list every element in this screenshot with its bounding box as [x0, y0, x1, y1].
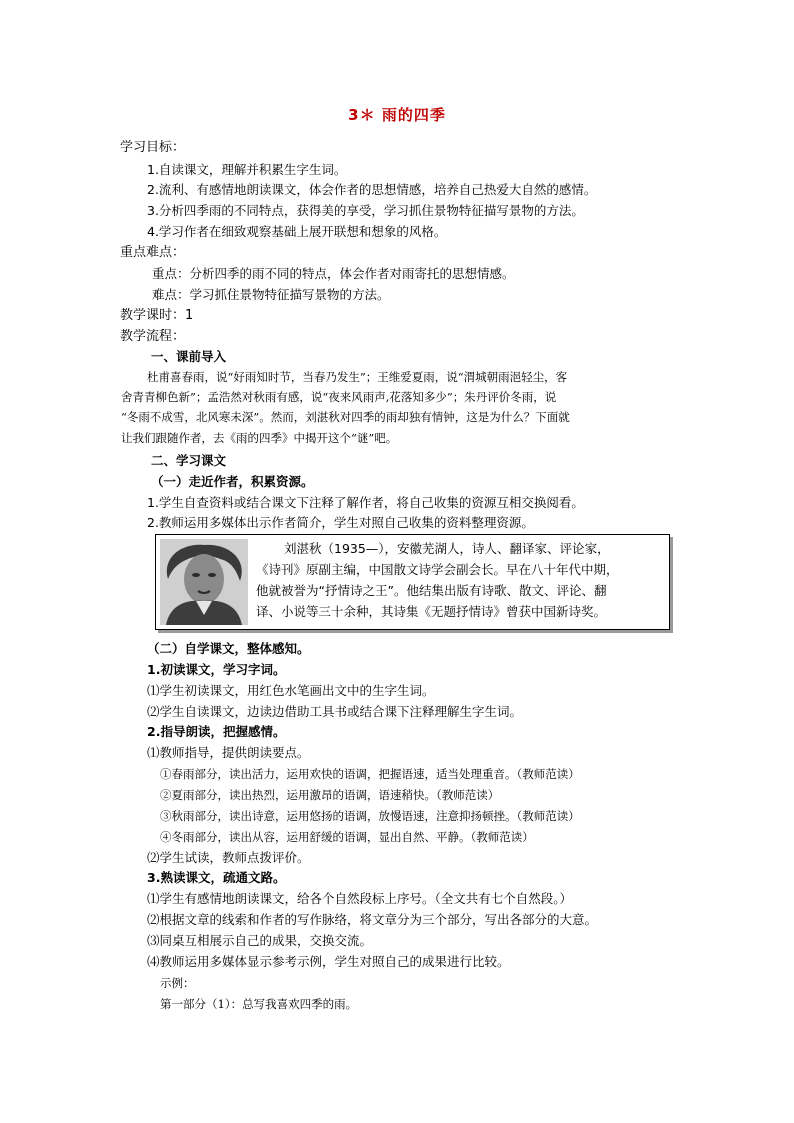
list-item: ⑷教师运用多媒体显示参考示例，学生对照自己的成果进行比较。 — [147, 954, 510, 969]
list-item: ⑵学生自读课文，边读边借助工具书或结合课下注释理解生字生词。 — [147, 704, 523, 719]
intro-line: 舍青青柳色新”；孟浩然对秋雨有感，说“夜来风雨声,花落知多少”；朱丹评价冬雨，说 — [121, 390, 557, 404]
hard-point: 难点：学习抓住景物特征描写景物的方法。 — [152, 287, 390, 302]
step-heading: 3.熟读课文，疏通文路。 — [147, 870, 286, 885]
key-point: 重点：分析四季的雨不同的特点，体会作者对雨寄托的思想情感。 — [152, 266, 515, 281]
list-item: ⑴教师指导，提供朗读要点。 — [147, 745, 310, 760]
list-item: 1.学生自查资料或结合课文下注释了解作者，将自己收集的资源互相交换阅看。 — [147, 495, 584, 510]
subsection-heading: （一）走近作者，积累资源。 — [151, 474, 314, 489]
list-item: ⑵根据文章的线索和作者的写作脉络，将文章分为三个部分，写出各部分的大意。 — [147, 912, 598, 927]
key-heading: 重点难点： — [120, 245, 186, 260]
author-portrait-image — [160, 539, 248, 625]
bio-line: 译、小说等三十余种，其诗集《无题抒情诗》曾获中国新诗奖。 — [256, 604, 607, 619]
bio-line: 《诗刊》原副主编，中国散文诗学会副会长。早在八十年代中期， — [256, 562, 619, 577]
section-heading: 二、学习课文 — [151, 453, 227, 468]
bio-line: 刘湛秋（1935—），安徽芜湖人，诗人、翻译家、评论家， — [284, 541, 610, 556]
example-label: 示例： — [160, 976, 195, 990]
example-line: 第一部分（1）：总写我喜欢四季的雨。 — [160, 997, 358, 1011]
reading-point: ①春雨部分，读出活力，运用欢快的语调，把握语速，适当处理重音。（教师范读） — [160, 767, 580, 781]
subsection-heading: （二）自学课文，整体感知。 — [147, 641, 310, 656]
goal-item: 1.自读课文，理解并积累生字生词。 — [147, 162, 347, 177]
teaching-hours: 教学课时：1 — [120, 308, 194, 323]
list-item: ⑶同桌互相展示自己的成果，交换交流。 — [147, 933, 373, 948]
reading-point: ③秋雨部分，读出诗意，运用悠扬的语调，放慢语速，注意抑扬顿挫。（教师范读） — [160, 809, 580, 823]
intro-line: 让我们跟随作者，去《雨的四季》中揭开这个“谜”吧。 — [121, 431, 398, 445]
list-item: ⑵学生试读，教师点拨评价。 — [147, 850, 310, 865]
author-bio-box — [155, 534, 670, 630]
section-heading: 一、课前导入 — [151, 349, 227, 364]
step-heading: 2.指导朗读，把握感情。 — [147, 724, 286, 739]
list-item: ⑴学生初读课文，用红色水笔画出文中的生字生词。 — [147, 683, 435, 698]
page-title: 3＊ 雨的四季 — [348, 106, 446, 124]
goal-item: 4.学习作者在细致观察基础上展开联想和想象的风格。 — [147, 224, 447, 239]
intro-line: “冬雨不成雪，北风寒未深”。然而，刘湛秋对四季的雨却独有情钟，这是为什么？下面就 — [121, 410, 570, 424]
goal-item: 2.流利、有感情地朗读课文，体会作者的思想情感，培养自己热爱大自然的感情。 — [147, 182, 597, 197]
goals-heading: 学习目标： — [120, 140, 186, 155]
reading-point: ④冬雨部分，读出从容，运用舒缓的语调，显出自然、平静。（教师范读） — [160, 830, 534, 844]
goal-item: 3.分析四季雨的不同特点，获得美的享受，学习抓住景物特征描写景物的方法。 — [147, 203, 584, 218]
author-portrait — [160, 539, 248, 625]
list-item: ⑴学生有感情地朗读课文，给各个自然段标上序号。（全文共有七个自然段。） — [147, 891, 573, 906]
list-item: 2.教师运用多媒体出示作者简介，学生对照自己收集的资料整理资源。 — [147, 515, 534, 530]
reading-point: ②夏雨部分，读出热烈，运用激昂的语调，语速稍快。（教师范读） — [160, 788, 500, 802]
step-heading: 1.初读课文，学习字词。 — [147, 662, 286, 677]
intro-line: 杜甫喜春雨，说“好雨知时节，当春乃发生”；王维爱夏雨，说“渭城朝雨浥轻尘，客 — [147, 370, 568, 384]
process-heading: 教学流程： — [120, 329, 186, 344]
bio-line: 他就被誉为“抒情诗之王”。他结集出版有诗歌、散文、评论、翻 — [256, 583, 607, 598]
